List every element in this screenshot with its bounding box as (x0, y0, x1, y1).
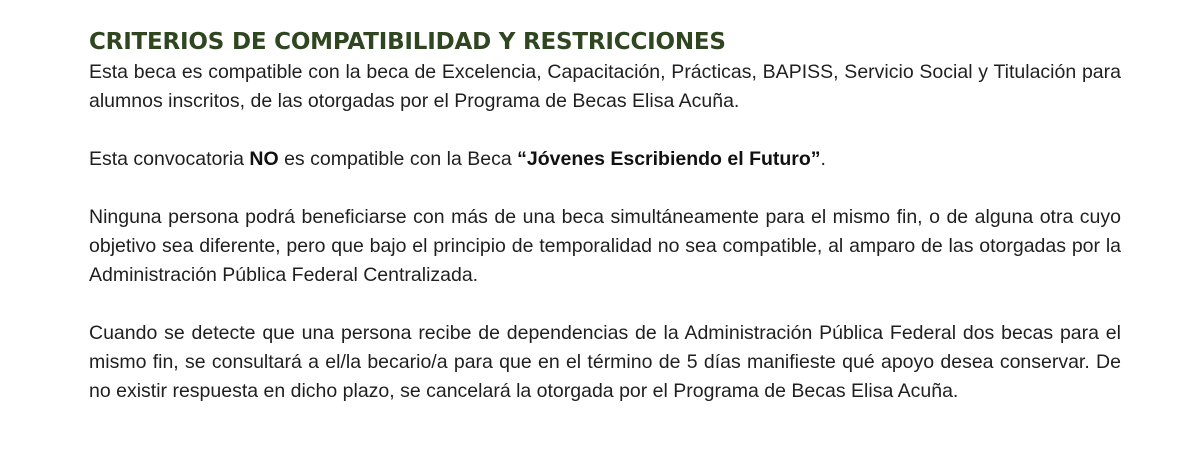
paragraph-restriction: Ninguna persona podrá beneficiarse con más de una beca simultáneamente para el mismo fin, o de alguna otra cuyo objetivo sea diferente, pero que bajo el principio de temporalidad no sea compatible, al amparo de las otorgadas por la Administración Pública Federal Centralizada. (89, 206, 1121, 286)
bold-no: NO (249, 148, 279, 170)
paragraph-text-middle: es compatible con la Beca (278, 148, 518, 170)
paragraph-compatibility: Esta beca es compatible con la beca de Excelencia, Capacitación, Prácticas, BAPISS, Servicio Social y Titulación para alumnos inscritos, de las otorgadas por el Programa de Becas Elisa Acuña. (89, 61, 1121, 112)
paragraph-duplicate-procedure: Cuando se detecte que una persona recibe de dependencias de la Administración Pública Federal dos becas para el mismo fin, se consultará a el/la becario/a para que en el término de 5 días manifieste qué apoyo desea conservar. De no existir respuesta en dicho plazo, se cancelará la otorgada por el Programa de Becas Elisa Acuña. (89, 322, 1121, 402)
paragraph-text-before: Esta convocatoria (89, 148, 250, 170)
section-heading: CRITERIOS DE COMPATIBILIDAD Y RESTRICCIONES (89, 29, 726, 55)
document-body (89, 26, 1121, 406)
paragraph-text-after: . (820, 148, 826, 170)
bold-program-name: “Jóvenes Escribiendo el Futuro” (517, 148, 821, 170)
paragraph-incompatibility (89, 145, 1121, 174)
